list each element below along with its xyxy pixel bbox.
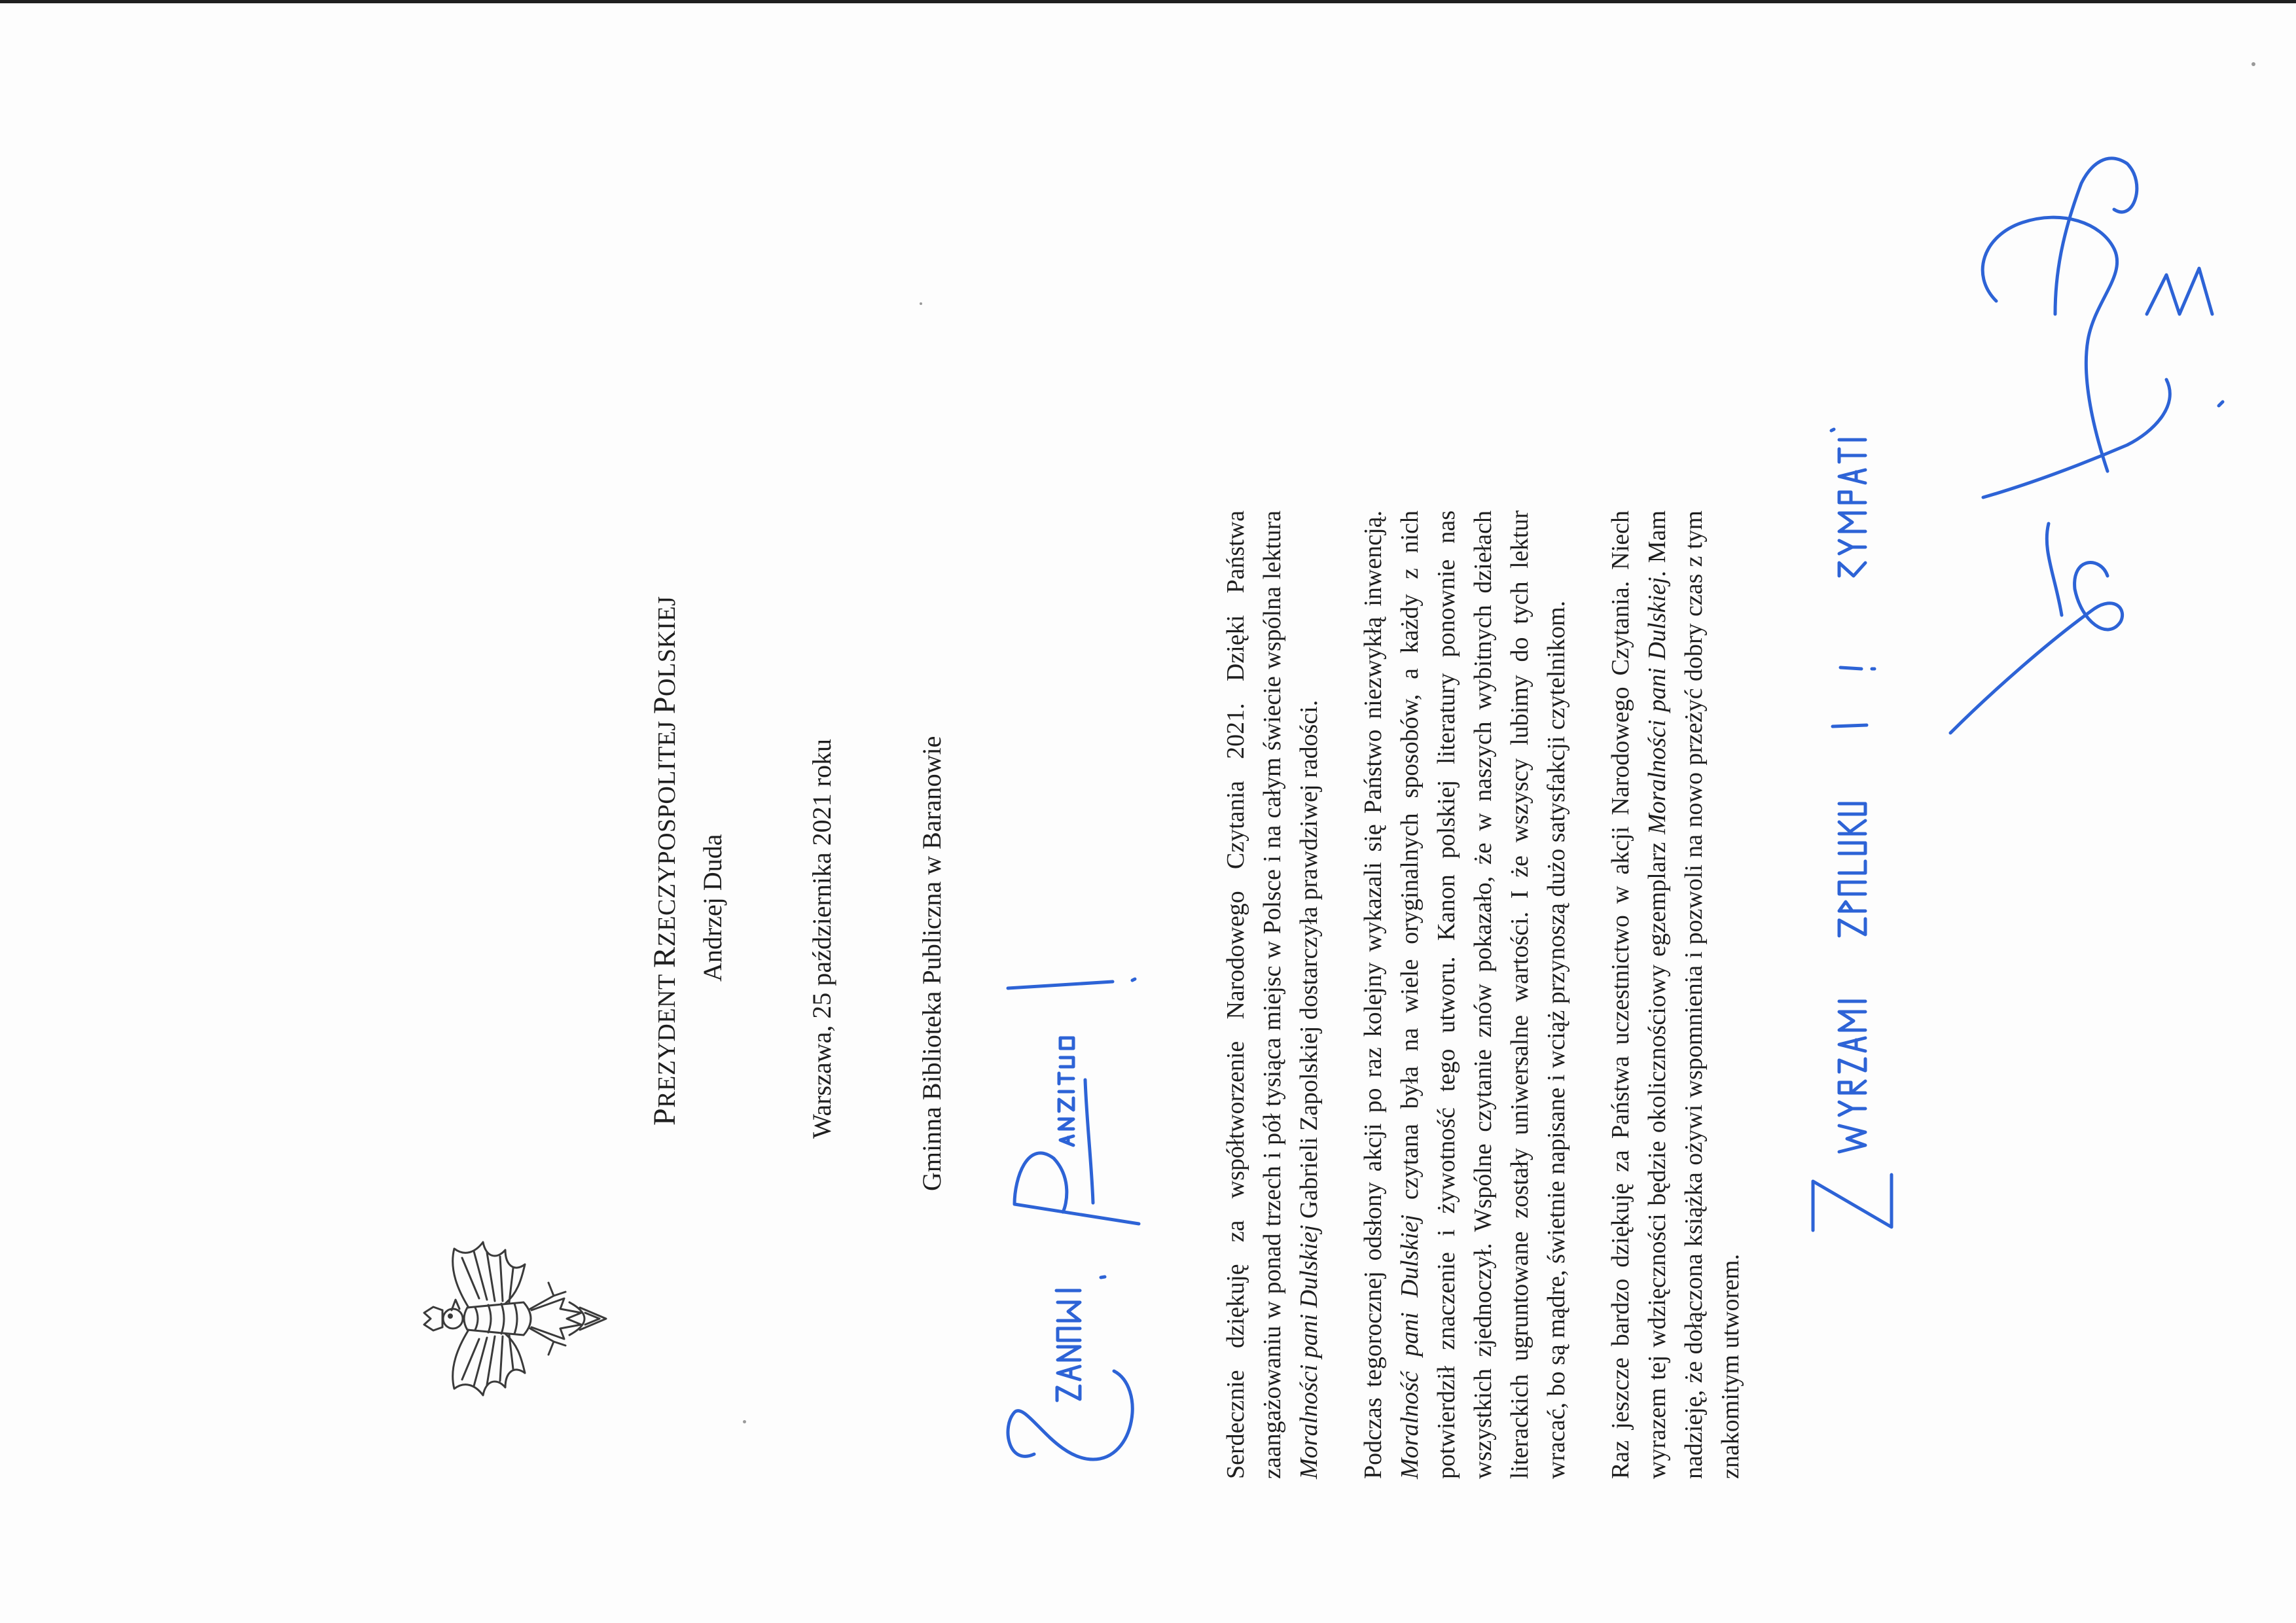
title-word2-rest: ZECZYPOSPOLITEJ	[653, 721, 681, 947]
sender-title	[647, 596, 683, 1126]
sender-name: Andrzej Duda	[698, 834, 727, 982]
handwritten-closing-icon	[1793, 262, 1918, 1243]
letter-body	[1217, 510, 1776, 1479]
book-title: Moralności pani Dulskiej	[1643, 577, 1671, 834]
recipient-address: Gminna Biblioteka Publiczna w Baranowie	[917, 736, 946, 1191]
polish-eagle-emblem-icon	[419, 1230, 615, 1407]
title-word1-initial: P	[647, 1107, 682, 1126]
body-paragraph: Podczas tegorocznej odsłony akcji po raz kolejny wykazali się Państwo niezwykłą inwencją. Moralność pani Dulskiej czytana była na wiele oryginalnych sposobów, a każdy z nich potwierdził znaczenie i żywotność tego utworu. Kanon polskiej literatury ponownie nas wszystkich zjednoczył. Wspólne czytanie znów pokazało, że w naszych wybitnych dziełach literackich ugruntowane zostały uniwersalne wartości. I że wszyscy lubimy do tych lektur wracać, bo są mądre, świetnie napisane i wciąż przynoszą dużo satysfakcji czytelnikom.	[1359, 510, 1570, 1479]
scan-edge	[0, 0, 2296, 3]
body-paragraph: Raz jeszcze bardzo dziękuję za Państwa uczestnictwo w akcji Narodowego Czytania. Niech wyrazem tej wdzięczności będzie okolicznościowy egzemplarz Moralności pani Dulskiej. Mam nadzieję, że dołączona książka ożywi wspomnienia i pozwoli na nowo przeżyć dobry czas z tym znakomitym utworem.	[1607, 510, 1744, 1479]
title-word2-initial: R	[647, 946, 682, 968]
body-paragraph: Serdecznie dziękuję za współtworzenie Narodowego Czytania 2021. Dzięki Państwa zaangażowaniu w ponad trzech i pół tysiąca miejsc w Polsce i na całym świecie wspólna lektura Moralności pani Dulskiej Gabrieli Zapolskiej dostarczyła prawdziwej radości.	[1222, 510, 1323, 1479]
date-line: Warszawa, 25 października 2021 roku	[807, 739, 836, 1139]
handwritten-greeting-icon	[995, 812, 1165, 1486]
signature-icon	[1931, 144, 2296, 772]
title-word1-rest: REZYDENT	[653, 974, 681, 1108]
scan-speck	[2251, 62, 2255, 66]
book-title: Moralności pani Dulskiej	[1295, 1224, 1323, 1479]
title-word3-initial: P	[647, 696, 682, 715]
book-title: Moralność pani Dulskiej	[1396, 1214, 1424, 1479]
title-word3-rest: OLSKIEJ	[653, 596, 681, 696]
letter-sheet	[327, 131, 1744, 1505]
